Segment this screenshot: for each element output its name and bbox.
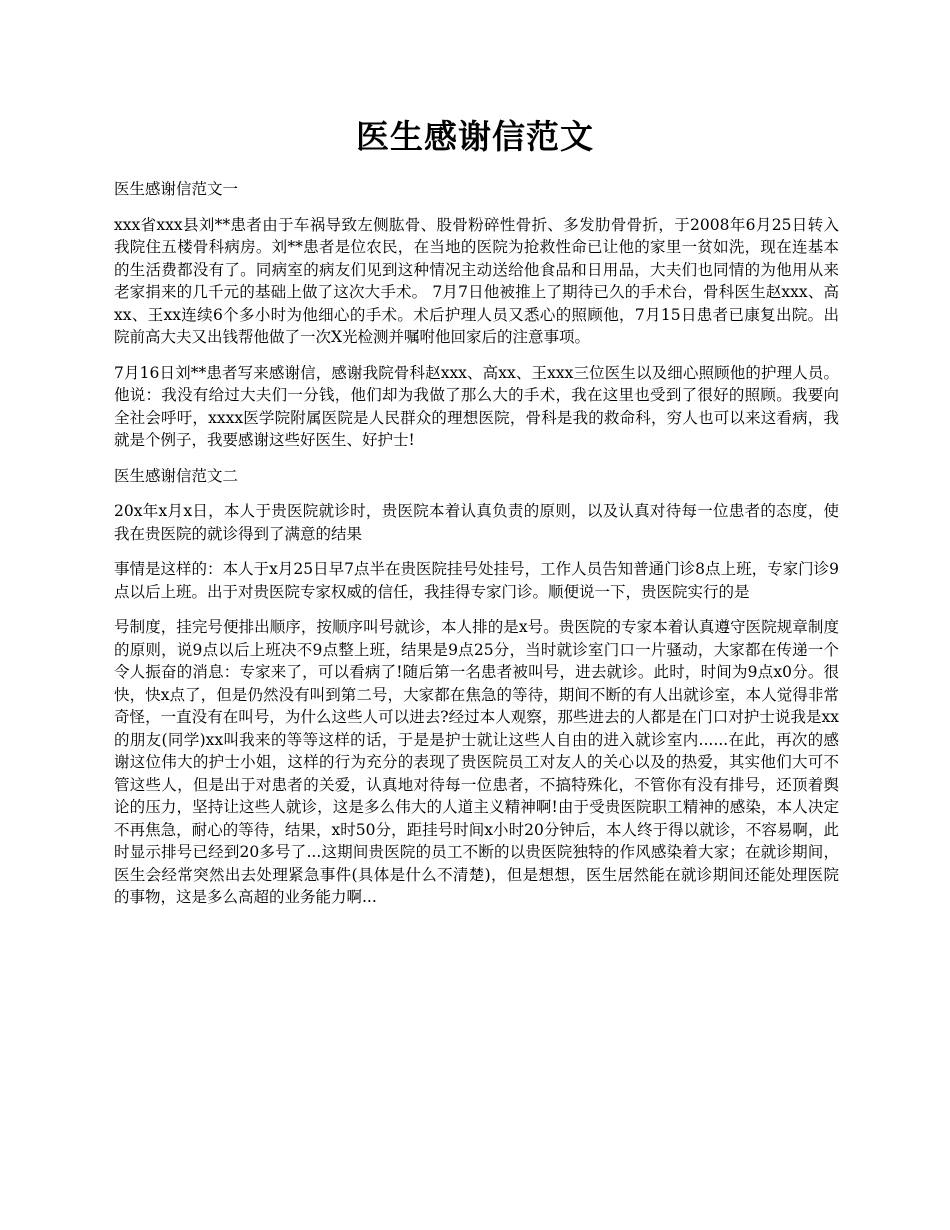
paragraph: xxx省xxx县刘**患者由于车祸导致左侧肱骨、股骨粉碎性骨折、多发肋骨骨折，于2008年6月25日转入我院住五楼骨科病房。刘**患者是位农民，在当地的医院为抢救性命已让他的家里一贫如洗，现在连基本的生活费都没有了。同病室的病友们见到这种情况主动送给他食品和日用品，大夫们也同情的为他用从来老家捐来的几千元的基础上做了这次大手术。 7月7日他被推上了期待已久的手术台，骨科医生赵xxx、高xx、王xx连续6个多小时为他细心的手术。术后护理人员又悉心的照顾他，7月15日患者已康复出院。出院前高大夫又出钱帮他做了一次X光检测并嘱咐他回家后的注意事项。 — [114, 215, 839, 346]
paragraph: 7月16日刘**患者写来感谢信，感谢我院骨科赵xxx、高xx、王xxx三位医生以及细心照顾他的护理人员。他说：我没有给过大夫们一分钱，他们却为我做了那么大的手术，我在这里也受到了很好的照顾。我要向全社会呼吁，xxxx医学院附属医院是人民群众的理想医院，骨科是我的救命科，穷人也可以来这看病，我就是个例子，我要感谢这些好医生、好护士! — [114, 363, 839, 449]
paragraph: 20x年x月x日，本人于贵医院就诊时，贵医院本着认真负责的原则，以及认真对待每一位患者的态度，使我在贵医院的就诊得到了满意的结果 — [114, 502, 839, 543]
section-heading-1: 医生感谢信范文一 — [114, 180, 239, 198]
paragraph: 号制度，挂完号便排出顺序，按顺序叫号就诊，本人排的是x号。贵医院的专家本着认真遵守医院规章制度的原则，说9点以后上班决不9点整上班，结果是9点25分，当时就诊室门口一片骚动，大家都在传递一个令人振奋的消息：专家来了，可以看病了!随后第一名患者被叫号，进去就诊。此时，时间为9点x0分。很快，快x点了，但是仍然没有叫到第二号，大家都在焦急的等待，期间不断的有人出就诊室，本人觉得非常奇怪，一直没有在叫号，为什么这些人可以进去?经过本人观察，那些进去的人都是在门口对护士说我是xx的朋友(同学)xx叫我来的等等这样的话，于是是护士就让这些人自由的进入就诊室内......在此，再次的感谢这位伟大的护士小姐，这样的行为充分的表现了贵医院员工对友人的关心以及的热爱，其实他们大可不管这些人，但是出于对患者的关爱，认真地对待每一位患者，不搞特殊化，不管你有没有排号，还顶着舆论的压力，坚持让这些人就诊，这是多么伟大的人道主义精神啊!由于受贵医院职工精神的感染，本人决定不再焦急，耐心的等待，结果，x时50分，距挂号时间x小时20分钟后，本人终于得以就诊，不容易啊，此时显示排号已经到20多号了...这期间贵医院的员工不断的以贵医院独特的作风感染着大家；在就诊期间，医生会经常突然出去处理紧急事件(具体是什么不清楚)，但是想想，医生居然能在就诊期间还能处理医院的事物，这是多么高超的业务能力啊... — [114, 618, 839, 906]
paragraph: 事情是这样的：本人于x月25日早7点半在贵医院挂号处挂号，工作人员告知普通门诊8点上班，专家门诊9点以后上班。出于对贵医院专家权威的信任，我挂得专家门诊。顺便说一下，贵医院实行的是 — [114, 560, 839, 601]
section-heading-2: 医生感谢信范文二 — [114, 466, 239, 485]
document-body — [114, 178, 839, 922]
page-title: 医生感谢信范文 — [356, 117, 594, 156]
